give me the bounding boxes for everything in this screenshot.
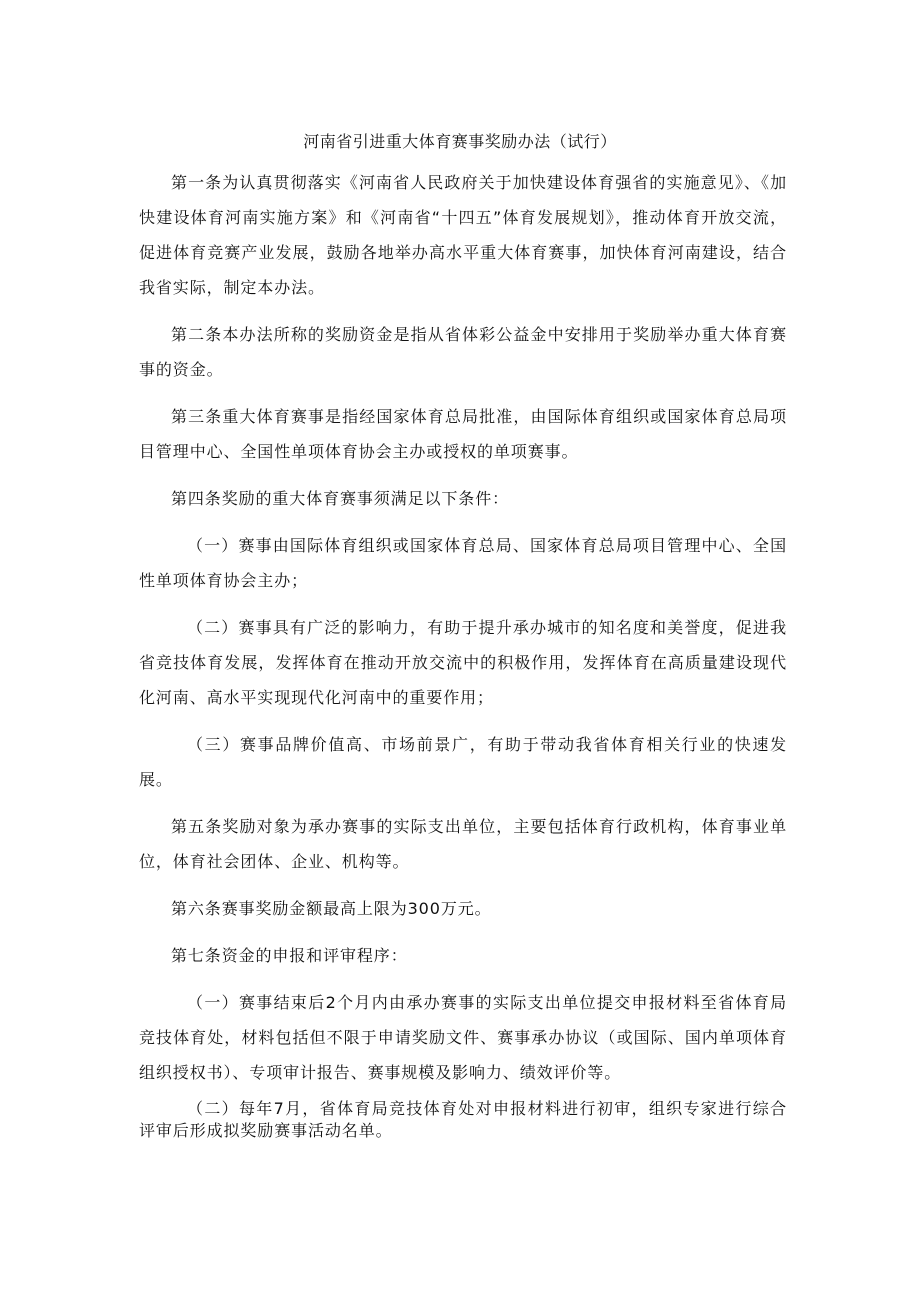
document-body [139, 165, 787, 1154]
article-4-item-2: （二）赛事具有广泛的影响力，有助于提升承办城市的知名度和美誉度，促进我省竞技体育发展，发挥体育在推动开放交流中的积极作用，发挥体育在高质量建设现代化河南、高水平实现现代化河南中的重要作用； [139, 618, 787, 707]
article-2: 第二条本办法所称的奖励资金是指从省体彩公益金中安排用于奖励举办重大体育赛事的资金。 [139, 325, 787, 379]
article-4-item-1: （一）赛事由国际体育组织或国家体育总局、国家体育总局项目管理中心、全国性单项体育协会主办； [139, 536, 787, 590]
article-5: 第五条奖励对象为承办赛事的实际支出单位，主要包括体育行政机构，体育事业单位，体育社会团体、企业、机构等。 [139, 817, 787, 871]
article-6: 第六条赛事奖励金额最高上限为300万元。 [171, 899, 492, 918]
article-4: 第四条奖励的重大体育赛事须满足以下条件： [171, 489, 510, 508]
article-3: 第三条重大体育赛事是指经国家体育总局批准，由国际体育组织或国家体育总局项目管理中心、全国性单项体育协会主办或授权的单项赛事。 [139, 407, 787, 461]
article-4-item-3: （三）赛事品牌价值高、市场前景广，有助于带动我省体育相关行业的快速发展。 [139, 735, 787, 789]
article-7: 第七条资金的申报和评审程序： [171, 946, 408, 965]
document-title: 河南省引进重大体育赛事奖励办法（试行） [303, 132, 617, 151]
article-1: 第一条为认真贯彻落实《河南省人民政府关于加快建设体育强省的实施意见》、《加快建设体育河南实施方案》和《河南省“十四五”体育发展规划》，推动体育开放交流，促进体育竞赛产业发展，鼓励各地举办高水平重大体育赛事，加快体育河南建设，结合我省实际，制定本办法。 [139, 173, 787, 297]
article-7-item-1: （一）赛事结束后2个月内由承办赛事的实际支出单位提交申报材料至省体育局竞技体育处，材料包括但不限于申请奖励文件、赛事承办协议（或国际、国内单项体育组织授权书）、专项审计报告、赛事规模及影响力、绩效评价等。 [139, 993, 787, 1082]
article-7-item-2: （二）每年7月，省体育局竞技体育处对申报材料进行初审，组织专家进行综合评审后形成拟奖励赛事活动名单。 [139, 1099, 787, 1140]
